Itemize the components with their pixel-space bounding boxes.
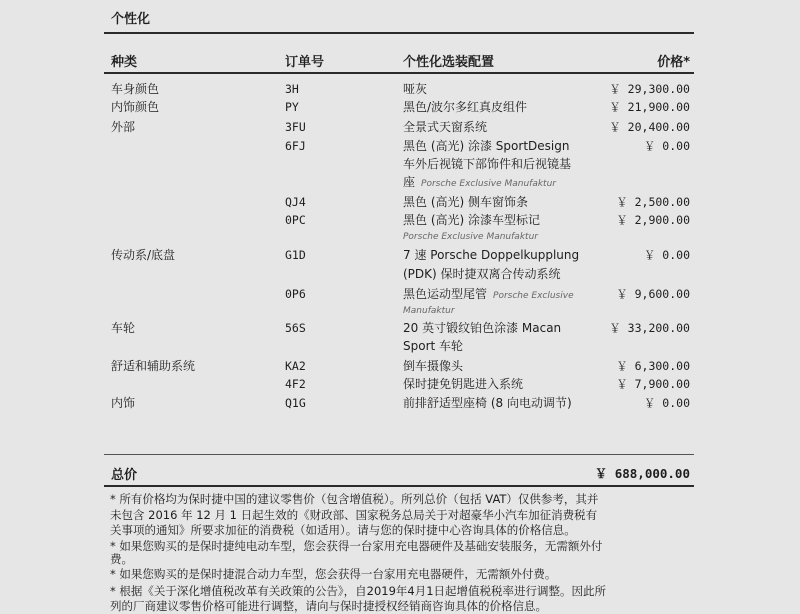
column-header-option: 个性化选装配置 <box>403 55 495 70</box>
row-price: ￥ 6,300.00 <box>616 359 690 373</box>
total-label: 总价 <box>111 468 138 483</box>
row-category: 车轮 <box>111 321 136 335</box>
row-price: ￥ 20,400.00 <box>609 120 690 134</box>
footnote-line: 费。 <box>110 552 133 566</box>
row-category: 内饰 <box>111 396 136 410</box>
row-option: 前排舒适型座椅 (8 向电动调节) <box>403 396 572 410</box>
row-option-line: 7 速 Porsche Doppelkupplung <box>403 248 580 262</box>
row-category: 内饰颜色 <box>111 100 160 114</box>
row-price: ￥ 2,900.00 <box>616 213 690 227</box>
row-code: 0P6 <box>285 287 306 301</box>
footnote-line: 列的厂商建议零售价格可能进行调整，请向与保时捷授权经销商咨询具体的价格信息。 <box>110 599 547 613</box>
row-code: KA2 <box>285 359 306 373</box>
row-code: 3FU <box>285 120 306 134</box>
row-option: 黑色/波尔多红真皮组件 <box>403 100 528 114</box>
row-option: 倒车摄像头 <box>403 359 464 373</box>
row-category: 车身颜色 <box>111 82 160 96</box>
row-option-line: 车外后视镜下部饰件和后视镜基 <box>403 157 572 171</box>
row-code: PY <box>285 100 299 114</box>
exclusive-label: Porsche Exclusive <box>493 291 574 301</box>
section-title: 个性化 <box>111 12 151 27</box>
footnote-line: * 所有价格均为保时捷中国的建议零售价（包含增值税）。所列总价（包括 VAT）仅供参考，其并 <box>110 492 599 506</box>
row-price: ￥ 0.00 <box>643 396 690 410</box>
row-option-line: 座 Porsche Exclusive Manufaktur <box>403 175 556 189</box>
total-value: ￥ 688,000.00 <box>594 466 690 481</box>
row-code: 4F2 <box>285 377 306 391</box>
row-price: ￥ 9,600.00 <box>616 287 690 301</box>
header-divider <box>104 72 694 74</box>
row-code: 0PC <box>285 213 306 227</box>
row-option-line: (PDK) 保时捷双离合传动系统 <box>403 267 561 281</box>
row-category: 舒适和辅助系统 <box>111 359 196 373</box>
column-header-category: 种类 <box>111 55 138 70</box>
exclusive-label: Porsche Exclusive Manufaktur <box>421 179 556 189</box>
row-code: 6FJ <box>285 139 306 153</box>
row-price: ￥ 7,900.00 <box>616 377 690 391</box>
row-option: 保时捷免钥匙进入系统 <box>403 377 524 391</box>
total-divider-bottom <box>104 485 694 487</box>
row-option: 黑色 (高光) 侧车窗饰条 <box>403 195 528 209</box>
row-price: ￥ 33,200.00 <box>609 321 690 335</box>
footnote-line: 关事项的通知》所要求加征的消费税（如适用）。请与您的保时捷中心咨询具体的价格信息。 <box>110 523 576 537</box>
row-option-line: Sport 车轮 <box>403 339 464 353</box>
row-code: 3H <box>285 82 299 96</box>
exclusive-label: Porsche Exclusive Manufaktur <box>403 232 538 242</box>
row-option-line: 20 英寸锻纹铂色涂漆 Macan <box>403 321 562 335</box>
column-header-code: 订单号 <box>285 55 325 70</box>
row-code: QJ4 <box>285 195 306 209</box>
row-price: ￥ 21,900.00 <box>609 100 690 114</box>
row-price: ￥ 29,300.00 <box>609 82 690 96</box>
exclusive-label-cont: Manufaktur <box>403 306 455 316</box>
row-option-line: 黑色 (高光) 涂漆 SportDesign <box>403 139 570 153</box>
row-option: 全景式天窗系统 <box>403 120 488 134</box>
footnote-line: * 如果您购买的是保时捷混合动力车型，您会获得一台家用充电器硬件，无需额外付费。 <box>110 567 557 581</box>
row-code: 56S <box>285 321 306 335</box>
row-category: 传动系/底盘 <box>111 248 176 262</box>
row-price: ￥ 0.00 <box>643 248 690 262</box>
footnote-line: * 如果您购买的是保时捷纯电动车型，您会获得一台家用充电器硬件及基础安装服务，无需额外付 <box>110 539 603 553</box>
row-option: 黑色运动型尾管 Porsche Exclusive <box>403 287 574 301</box>
row-option: 哑灰 <box>403 82 428 96</box>
row-code: G1D <box>285 248 306 262</box>
footnote-line: * 根据《关于深化增值税改革有关政策的公告》，自2019年4月1日起增值税税率进行调整。因此所 <box>110 584 607 598</box>
row-code: Q1G <box>285 396 306 410</box>
total-divider-top <box>104 454 694 455</box>
row-price: ￥ 0.00 <box>643 139 690 153</box>
section-divider <box>104 32 694 34</box>
row-category: 外部 <box>111 120 136 134</box>
footnote-line: 未包含 2016 年 12 月 1 日起生效的《财政部、国家税务总局关于对超豪华小汽车加征消费税有 <box>110 508 598 522</box>
row-option: 黑色 (高光) 涂漆车型标记 <box>403 213 540 227</box>
row-price: ￥ 2,500.00 <box>616 195 690 209</box>
column-header-price: 价格* <box>657 55 690 70</box>
